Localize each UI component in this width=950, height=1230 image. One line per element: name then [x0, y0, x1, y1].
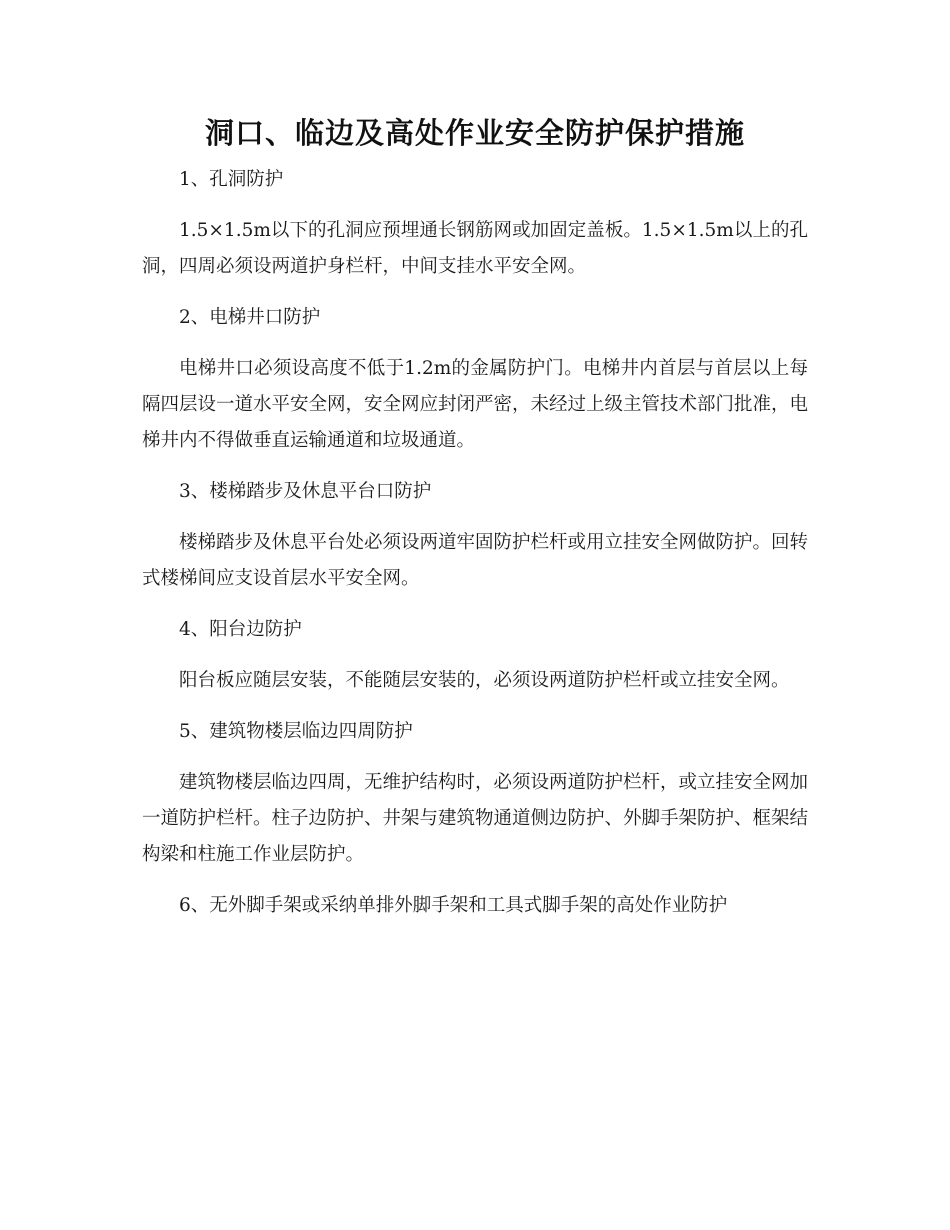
section-heading: 2、电梯井口防护	[179, 307, 321, 328]
section-heading: 4、阳台边防护	[179, 619, 302, 640]
section-heading: 1、孔洞防护	[179, 169, 284, 190]
section-1	[142, 162, 808, 285]
section-heading: 5、建筑物楼层临边四周防护	[179, 721, 413, 742]
section-paragraph: 楼梯踏步及休息平台处必须设两道牢固防护栏杆或用立挂安全网做防护。回转式楼梯间应支设首层水平安全网。	[142, 532, 809, 589]
section-3	[142, 474, 808, 597]
section-5	[142, 714, 808, 873]
section-6	[142, 888, 808, 924]
section-paragraph: 电梯井口必须设高度不低于1.2m的金属防护门。电梯井内首层与首层以上每隔四层设一道水平安全网，安全网应封闭严密，未经过上级主管技术部门批准，电梯井内不得做垂直运输通道和垃圾通道。	[142, 358, 809, 451]
section-heading: 6、无外脚手架或采纳单排外脚手架和工具式脚手架的高处作业防护	[179, 895, 728, 916]
section-paragraph: 阳台板应随层安装，不能随层安装的，必须设两道防护栏杆或立挂安全网。	[179, 670, 790, 691]
document-title: 洞口、临边及高处作业安全防护保护措施	[204, 116, 745, 150]
section-paragraph: 建筑物楼层临边四周，无维护结构时，必须设两道防护栏杆，或立挂安全网加一道防护栏杆。柱子边防护、井架与建筑物通道侧边防护、外脚手架防护、框架结构梁和柱施工作业层防护。	[142, 772, 809, 865]
section-2	[142, 300, 808, 459]
section-heading: 3、楼梯踏步及休息平台口防护	[179, 481, 432, 502]
section-paragraph: 1.5×1.5m以下的孔洞应预埋通长钢筋网或加固定盖板。1.5×1.5m以上的孔洞，四周必须设两道护身栏杆，中间支挂水平安全网。	[142, 220, 808, 277]
section-4	[142, 612, 808, 699]
